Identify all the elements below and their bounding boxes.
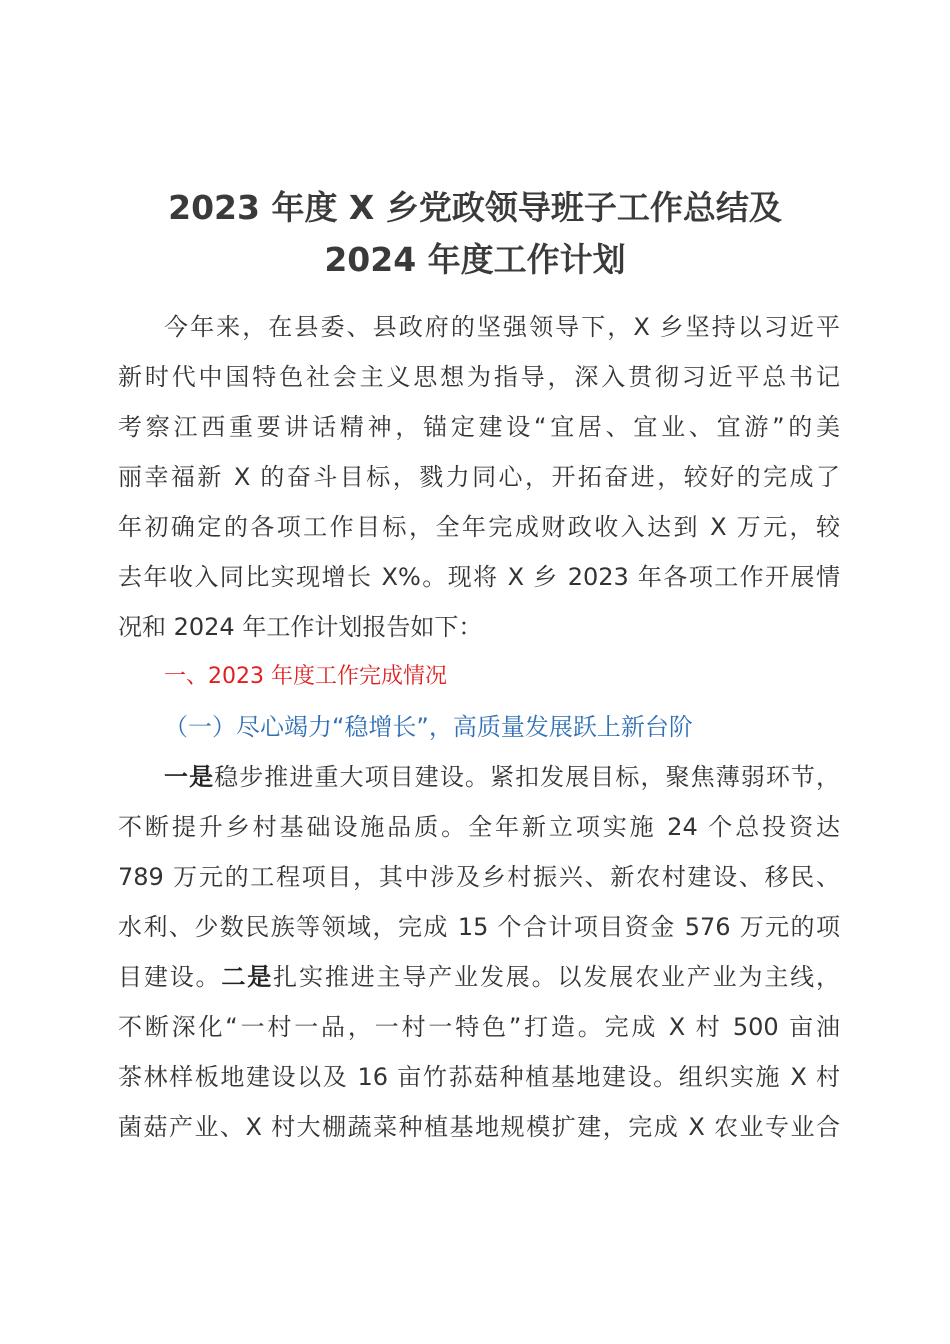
intro-line-3: 考察江西重要讲话精神，锚定建设“宜居、宜业、宜游”的美: [118, 413, 840, 441]
body-line-3: 789 万元的工程项目，其中涉及乡村振兴、新农村建设、移民、: [118, 863, 840, 891]
body-line-8: 菌菇产业、X 村大棚蔬菜种植基地规模扩建，完成 X 农业专业合: [118, 1113, 840, 1141]
intro-line-6: 去年收入同比实现增长 X%。现将 X 乡 2023 年各项工作开展情: [118, 563, 840, 591]
document-title-line-2: 2024 年度工作计划: [324, 240, 626, 279]
subsection-heading-1: （一）尽心竭力“稳增长”，高质量发展跃上新台阶: [164, 713, 693, 741]
body-line-5: [118, 961, 840, 993]
intro-line-4: 丽幸福新 X 的奋斗目标，戮力同心，开拓奋进，较好的完成了: [118, 463, 840, 491]
body-line-5-text-b: 扎实推进主导产业发展。以发展农业产业为主线，: [273, 963, 841, 991]
section-heading-1: 一、2023 年度工作完成情况: [164, 664, 447, 689]
body-line-4: 水利、少数民族等领域，完成 15 个合计项目资金 576 万元的项: [118, 913, 840, 941]
body-line-2: 不断提升乡村基础设施品质。全年新立项实施 24 个总投资达: [118, 813, 840, 841]
document-title-line-1: 2023 年度 X 乡党政领导班子工作总结及: [168, 188, 782, 227]
body-line-7: 茶林样板地建设以及 16 亩竹荪菇种植基地建设。组织实施 X 村: [118, 1063, 840, 1091]
body-line-6: 不断深化“一村一品，一村一特色”打造。完成 X 村 500 亩油: [118, 1013, 840, 1041]
first-point-marker: 一是: [164, 763, 215, 791]
body-line-1: [164, 761, 840, 793]
body-line-5-text-a: 目建设。: [118, 963, 222, 991]
second-point-marker: 二是: [221, 963, 274, 991]
intro-line-7: 况和 2024 年工作计划报告如下：: [118, 613, 483, 641]
body-line-1-text: 稳步推进重大项目建设。紧扣发展目标，聚焦薄弱环节，: [214, 763, 841, 791]
intro-line-2: 新时代中国特色社会主义思想为指导，深入贯彻习近平总书记: [118, 363, 840, 391]
intro-line-1: 今年来，在县委、县政府的坚强领导下，X 乡坚持以习近平: [164, 313, 840, 341]
intro-line-5: 年初确定的各项工作目标，全年完成财政收入达到 X 万元，较: [118, 513, 840, 541]
